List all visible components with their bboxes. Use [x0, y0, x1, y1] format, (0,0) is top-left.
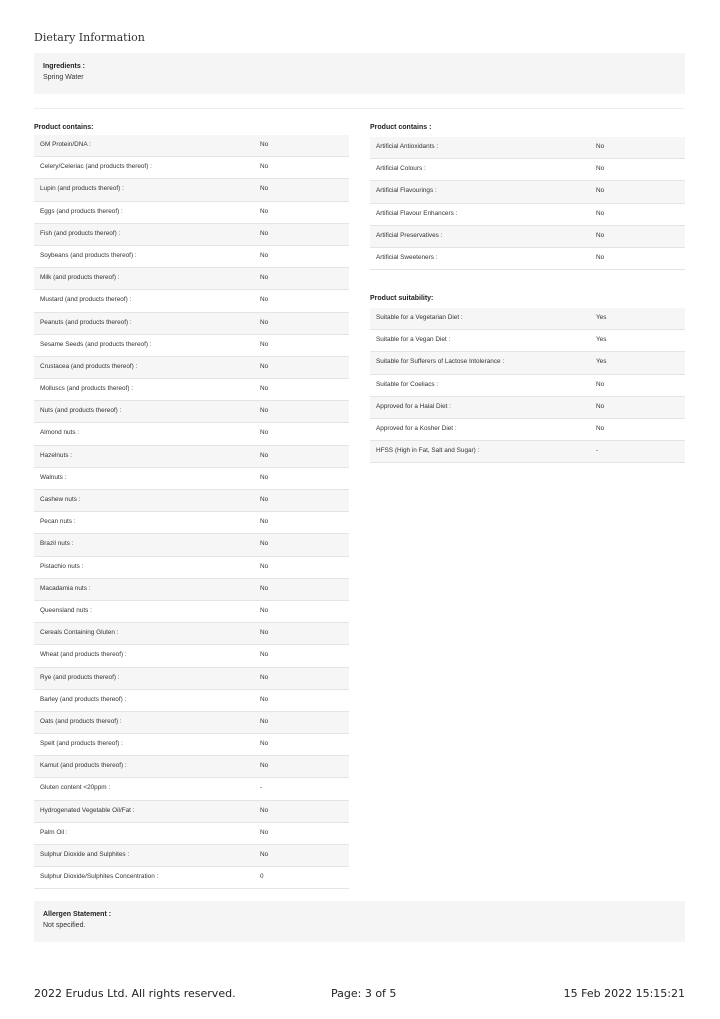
row-label: Approved for a Kosher Diet :	[376, 424, 457, 432]
row-label: Crustacea (and products thereof) :	[40, 362, 138, 370]
additives-table	[370, 137, 685, 270]
row-value: No	[596, 380, 605, 388]
row-label: Artificial Flavour Enhancers :	[376, 209, 458, 217]
allergens-table	[34, 135, 349, 889]
table-row	[34, 423, 349, 445]
product-contains-heading-right: Product contains :	[370, 124, 432, 131]
row-value: No	[260, 318, 269, 326]
ingredients-box	[34, 53, 685, 94]
row-value: Yes	[596, 358, 607, 366]
row-label: Celery/Celeriac (and products thereof) :	[40, 163, 152, 171]
row-label: Molluscs (and products thereof) :	[40, 385, 134, 393]
row-label: Nuts (and products thereof) :	[40, 407, 122, 415]
row-value: No	[260, 806, 269, 814]
table-row	[34, 357, 349, 379]
table-row	[34, 224, 349, 246]
allergen-statement-box	[34, 901, 685, 942]
row-label: Artificial Sweeteners :	[376, 253, 438, 261]
table-row	[370, 137, 685, 159]
row-label: Soybeans (and products thereof) :	[40, 251, 137, 259]
row-label: HFSS (High in Fat, Salt and Sugar) :	[376, 447, 480, 455]
row-value: No	[596, 209, 605, 217]
row-value: No	[260, 407, 269, 415]
row-value: No	[260, 229, 269, 237]
row-label: Approved for a Halal Diet :	[376, 402, 451, 410]
row-label: Artificial Antioxidants :	[376, 143, 439, 150]
row-value: -	[260, 784, 263, 792]
table-row	[34, 135, 349, 157]
section-divider	[34, 108, 685, 109]
row-value: No	[596, 165, 605, 173]
table-row	[34, 557, 349, 579]
row-label: Fish (and products thereof) :	[40, 229, 121, 237]
row-value: No	[260, 296, 269, 304]
row-label: Spelt (and products thereof) :	[40, 740, 123, 748]
row-label: Lupin (and products thereof) :	[40, 185, 124, 193]
row-label: Artificial Flavourings :	[376, 187, 437, 195]
row-label: Artificial Preservatives :	[376, 231, 443, 239]
table-row	[370, 248, 685, 270]
row-label: Eggs (and products thereof) :	[40, 207, 123, 215]
row-label: Hydrogenated Vegetable Oil/Fat :	[40, 806, 135, 814]
row-label: Suitable for Sufferers of Lactose Intolerance :	[376, 358, 505, 366]
row-label: Brazil nuts :	[40, 540, 74, 548]
row-value: No	[596, 187, 605, 195]
row-value: No	[260, 562, 269, 570]
row-value: No	[260, 163, 269, 171]
table-row	[370, 204, 685, 226]
table-row	[370, 352, 685, 374]
table-row	[34, 778, 349, 800]
footer-copyright: 2022 Erudus Ltd. All rights reserved.	[34, 987, 236, 1000]
row-label: Mustard (and products thereof) :	[40, 296, 132, 304]
row-label: Pecan nuts :	[40, 518, 76, 526]
row-value: No	[260, 274, 269, 282]
table-row	[34, 801, 349, 823]
row-value: No	[260, 362, 269, 370]
row-label: Sesame Seeds (and products thereof) :	[40, 340, 152, 348]
table-row	[34, 246, 349, 268]
table-row	[370, 375, 685, 397]
row-value: No	[260, 651, 269, 659]
row-value: No	[260, 606, 269, 614]
row-label: Sulphur Dioxide/Sulphites Concentration :	[40, 873, 159, 881]
row-value: No	[260, 717, 269, 725]
ingredients-value: Spring Water	[43, 74, 84, 81]
suitability-table	[370, 308, 685, 463]
footer-date: 15 Feb 2022 15:15:21	[563, 987, 685, 1000]
row-label: Barley (and products thereof) :	[40, 695, 127, 703]
table-row	[370, 308, 685, 330]
table-row	[34, 335, 349, 357]
row-value: No	[260, 207, 269, 215]
row-label: Sulphur Dioxide and Sulphites :	[40, 851, 130, 858]
row-value: -	[596, 447, 599, 455]
row-value: No	[260, 851, 269, 858]
table-row	[370, 330, 685, 352]
row-value: No	[260, 385, 269, 393]
row-label: Suitable for Coeliacs :	[376, 380, 439, 388]
row-label: Palm Oil :	[40, 828, 68, 836]
row-value: No	[260, 540, 269, 548]
table-row	[34, 468, 349, 490]
table-row	[34, 179, 349, 201]
row-label: Milk (and products thereof) :	[40, 274, 120, 282]
row-label: GM Protein/DNA :	[40, 141, 91, 148]
row-label: Rye (and products thereof) :	[40, 673, 120, 681]
footer-page-number: Page: 3 of 5	[331, 987, 397, 1000]
table-row	[34, 734, 349, 756]
row-value: No	[260, 518, 269, 526]
table-row	[34, 157, 349, 179]
row-label: Cereals Containing Gluten :	[40, 629, 119, 637]
row-value: No	[260, 740, 269, 748]
table-row	[370, 226, 685, 248]
table-row	[34, 290, 349, 312]
row-label: Wheat (and products thereof) :	[40, 651, 127, 659]
ingredients-label: Ingredients :	[43, 63, 86, 70]
table-row	[34, 379, 349, 401]
table-row	[34, 712, 349, 734]
table-row	[34, 512, 349, 534]
row-value: No	[260, 695, 269, 703]
allergen-statement-label: Allergen Statement :	[43, 911, 112, 918]
table-row	[34, 401, 349, 423]
table-row	[370, 159, 685, 181]
table-row	[370, 419, 685, 441]
table-row	[34, 202, 349, 224]
row-value: No	[260, 629, 269, 637]
row-value: No	[260, 429, 269, 437]
row-value: No	[260, 141, 269, 148]
row-value: No	[260, 584, 269, 592]
row-value: No	[260, 828, 269, 836]
table-row	[34, 534, 349, 556]
row-label: Cashew nuts :	[40, 496, 81, 503]
product-suitability-heading: Product suitability:	[370, 295, 434, 302]
row-label: Queensland nuts :	[40, 606, 92, 614]
table-row	[34, 601, 349, 623]
row-label: Pistachio nuts :	[40, 562, 84, 570]
product-contains-heading-left: Product contains:	[34, 124, 94, 131]
row-value: No	[260, 340, 269, 348]
table-row	[34, 490, 349, 512]
row-label: Suitable for a Vegetarian Diet :	[376, 314, 463, 321]
row-label: Oats (and products thereof) :	[40, 717, 122, 725]
table-row	[34, 756, 349, 778]
table-row	[34, 845, 349, 867]
table-row	[370, 441, 685, 463]
row-value: No	[596, 402, 605, 410]
row-label: Kamut (and products thereof) :	[40, 762, 127, 770]
row-label: Peanuts (and products thereof) :	[40, 318, 132, 326]
row-value: No	[260, 473, 269, 481]
row-label: Walnuts :	[40, 473, 67, 481]
page-title: Dietary Information	[34, 31, 145, 44]
row-label: Macadamia nuts :	[40, 584, 91, 592]
row-value: No	[260, 762, 269, 770]
table-row	[34, 668, 349, 690]
row-value: No	[596, 231, 605, 239]
table-row	[34, 623, 349, 645]
row-value: No	[596, 143, 605, 150]
row-label: Suitable for a Vegan Diet :	[376, 336, 451, 344]
row-label: Artificial Colours :	[376, 165, 426, 173]
allergen-statement-value: Not specified.	[43, 922, 86, 929]
row-value: No	[596, 253, 605, 261]
table-row	[34, 579, 349, 601]
row-label: Almond nuts :	[40, 429, 80, 437]
table-row	[34, 268, 349, 290]
table-row	[370, 397, 685, 419]
table-row	[34, 867, 349, 889]
table-row	[34, 313, 349, 335]
row-value: Yes	[596, 314, 607, 321]
table-row	[34, 823, 349, 845]
row-label: Hazelnuts :	[40, 451, 72, 459]
row-value: No	[260, 673, 269, 681]
table-row	[34, 446, 349, 468]
row-value: No	[260, 496, 269, 503]
row-value: No	[596, 424, 605, 432]
row-value: No	[260, 451, 269, 459]
row-value: Yes	[596, 336, 607, 344]
row-value: No	[260, 251, 269, 259]
row-label: Gluten content <20ppm :	[40, 784, 111, 792]
row-value: No	[260, 185, 269, 193]
table-row	[34, 690, 349, 712]
row-value: 0	[260, 873, 264, 881]
table-row	[370, 181, 685, 203]
table-row	[34, 645, 349, 667]
